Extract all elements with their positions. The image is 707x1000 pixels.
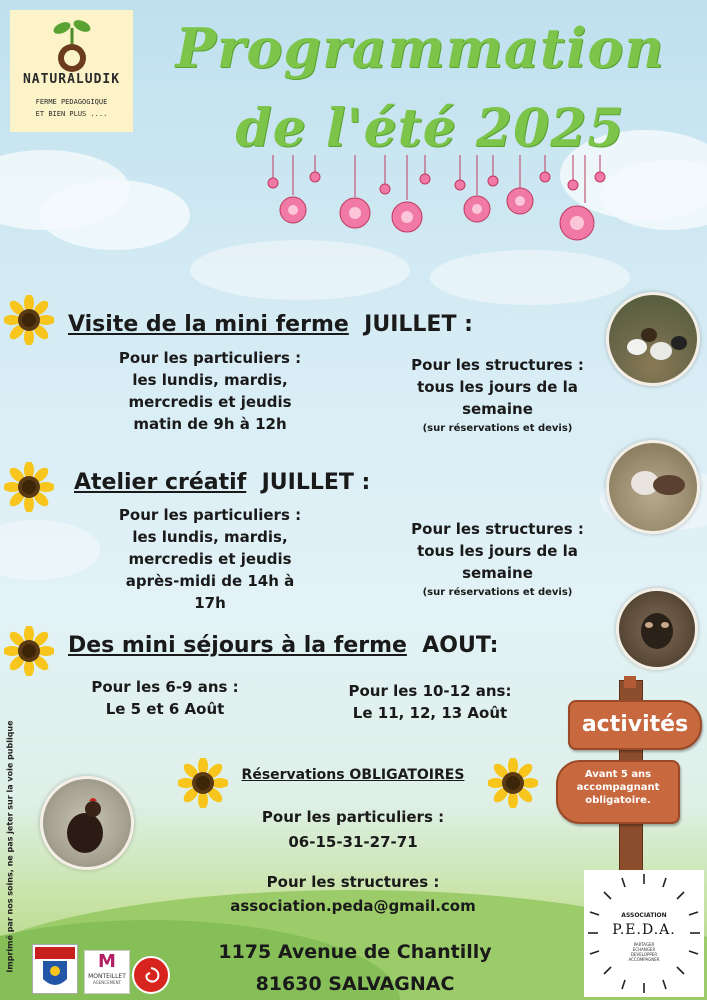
section3-title: Des mini séjours à la ferme <box>68 633 407 658</box>
section3-right-line: Le 11, 12, 13 Août <box>352 704 508 722</box>
section3-month: AOUT: <box>422 633 499 658</box>
seedling-icon <box>10 14 133 74</box>
section2-right-line: semaine <box>462 564 533 582</box>
section2-right-line: Pour les structures : <box>411 520 584 538</box>
section1-heading <box>68 312 473 337</box>
phone-number: 06-15-31-27-71 <box>288 833 418 851</box>
email-address: association.peda@gmail.com <box>230 897 476 915</box>
section1-right-line: tous les jours de la <box>417 378 578 396</box>
section2-left-line: 17h <box>194 594 226 612</box>
chickens-photo <box>606 292 700 386</box>
coat-of-arms-icon <box>33 945 77 993</box>
section1-left-line: les lundis, mardis, <box>132 371 288 389</box>
sunflower-icon <box>4 626 54 676</box>
peda-top: ASSOCIATION <box>621 912 667 919</box>
spiral-icon <box>134 958 168 992</box>
sign-age-note <box>556 760 680 824</box>
reservations-structures <box>198 871 508 917</box>
address <box>195 936 515 1000</box>
sign-line: accompagnant <box>576 782 660 793</box>
logo-name: NATURALUDIK <box>22 72 121 87</box>
sheep-photo <box>606 440 700 534</box>
naturaludik-logo <box>10 10 133 132</box>
peda-name: P.E.D.A. <box>612 922 676 938</box>
section2-left-line: après-midi de 14h à <box>125 572 295 590</box>
section2-note: (sur réservations et devis) <box>422 587 573 598</box>
cloud <box>430 250 630 305</box>
sign-activites <box>568 700 702 750</box>
cloud <box>0 520 100 580</box>
side-note: Imprimé par nos soins, ne pas jeter sur la voie publique <box>5 720 15 973</box>
sunflower-icon <box>488 758 538 808</box>
address-line-2: 81630 SALVAGNAC <box>255 973 455 995</box>
peda-word: DEVELOPPER <box>630 952 658 957</box>
monteillet-mark: M <box>98 951 116 972</box>
section2-heading <box>74 470 370 495</box>
address-line-1: 1175 Avenue de Chantilly <box>218 941 492 963</box>
section1-title: Visite de la mini ferme <box>68 312 349 337</box>
peda-words <box>584 942 704 962</box>
sunflower-icon <box>4 295 54 345</box>
structures-label: Pour les structures : <box>266 873 440 891</box>
section1-note: (sur réservations et devis) <box>422 423 573 434</box>
section1-right-line: semaine <box>462 400 533 418</box>
peda-word: ECHANGER <box>632 947 656 952</box>
section3-left-line: Pour les 6-9 ans : <box>91 678 239 696</box>
section3-right <box>325 680 535 724</box>
sign-age-note-text <box>558 762 678 807</box>
goat-photo <box>616 588 698 670</box>
section3-heading <box>68 633 498 658</box>
reservations-label: Réservations OBLIGATOIRES <box>241 767 465 783</box>
red-circle-logo <box>132 956 170 994</box>
title-line-1: Programmation <box>175 16 665 80</box>
section2-left <box>90 504 330 614</box>
sunflower-icon <box>178 758 228 808</box>
section2-left-line: les lundis, mardis, <box>132 528 288 546</box>
section2-month: JUILLET : <box>261 470 371 495</box>
title-line-2: de l'été 2025 <box>235 98 625 159</box>
sign-line: obligatoire. <box>585 795 651 806</box>
section1-left-line: Pour les particuliers : <box>118 349 302 367</box>
sunflower-icon <box>4 462 54 512</box>
monteillet-sub: AGENCEMENT <box>92 980 122 985</box>
reservations-particuliers <box>208 806 498 853</box>
peda-word: PARTAGER <box>633 942 655 947</box>
logo-tagline-1: FERME PEDAGOGIQUE <box>35 98 108 106</box>
section3-left <box>60 676 270 720</box>
particuliers-label: Pour les particuliers : <box>261 808 445 826</box>
section2-left-line: Pour les particuliers : <box>118 506 302 524</box>
hanging-flowers <box>255 155 695 255</box>
section1-month: JUILLET : <box>364 312 473 337</box>
rooster-photo <box>40 776 134 870</box>
section3-left-line: Le 5 et 6 Août <box>105 700 225 718</box>
peda-word: ACCOMPAGNER <box>628 957 660 962</box>
section3-right-line: Pour les 10-12 ans: <box>348 682 512 700</box>
monteillet-name: MONTEILLET <box>88 973 126 980</box>
logo-tagline-2: ET BIEN PLUS .... <box>35 110 108 118</box>
sign-line: Avant 5 ans <box>584 769 652 780</box>
peda-logo <box>584 870 704 997</box>
section2-right-line: tous les jours de la <box>417 542 578 560</box>
section1-left <box>90 347 330 435</box>
cloud <box>40 180 190 250</box>
section2-left-line: mercredis et jeudis <box>128 550 292 568</box>
section2-right <box>385 518 610 602</box>
section1-left-line: matin de 9h à 12h <box>133 415 287 433</box>
signpost-cap <box>624 676 636 688</box>
monteillet-logo <box>84 950 130 994</box>
section1-right <box>385 354 610 438</box>
section2-title: Atelier créatif <box>74 470 247 495</box>
sign-activites-label: activités <box>581 712 689 737</box>
section1-right-line: Pour les structures : <box>411 356 584 374</box>
section1-left-line: mercredis et jeudis <box>128 393 292 411</box>
occitanie-coat-of-arms <box>32 944 78 994</box>
